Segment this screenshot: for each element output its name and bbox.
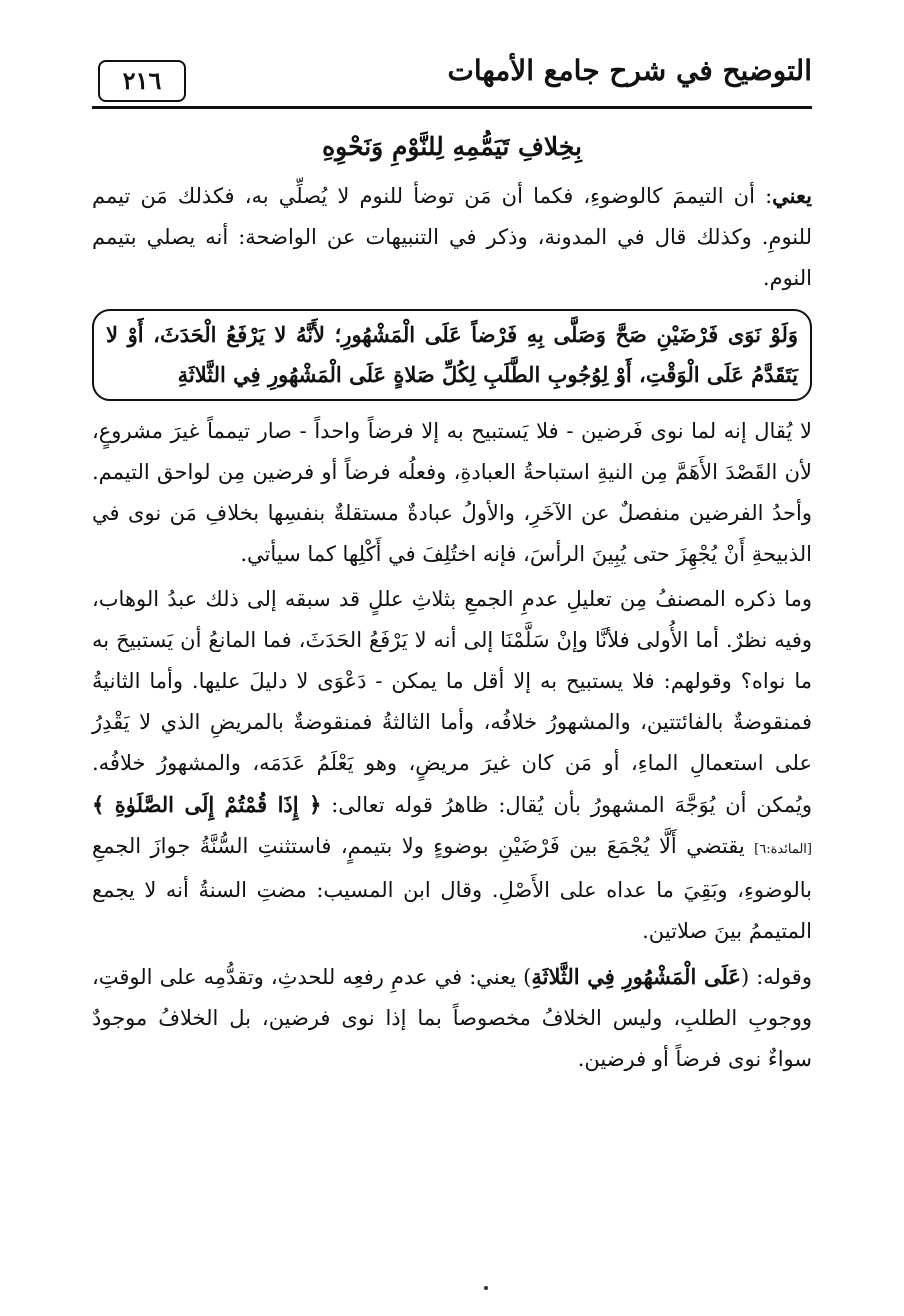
paragraph-3-after: يقتضي أَلَّا يُجْمَعَ بين فَرْضَيْنِ بوضوءٍ ولا بتيممٍ، فاستثنتِ السُّنَّةُ جوازَ الجمعِ بالوضوءِ، وبَقِيَ ما عداه على الأَصْلِ. وقال ابن المسيب: مضتِ السنةُ أنه لا يجمع المتيممُ بينَ صلاتين. xyxy=(92,834,812,943)
paragraph-1-lead: يعني xyxy=(772,183,812,208)
paragraph-4-before: وقوله: ( xyxy=(740,965,812,989)
verse-reference: [المائدة:٦] xyxy=(754,842,812,857)
paragraph-2: لا يُقال إنه لما نوى فَرضين - فلا يَستبيح به إلا فرضاً واحداً - صار تيمماً غيرَ مشروعٍ، لأن القَصْدَ الأَهَمَّ مِن النيةِ استباحةُ العبادةِ، وفعلُه فرضاً أو فرضين مِن لواحق التيمم. وأحدُ الفرضين منفصلٌ عن الآخَرِ، والأولُ عبادةٌ مستقلةٌ بنفسِها بخلافِ مَن نوى في الذبيحةِ أَنْ يُجْهِزَ حتى يُبِينَ الرأسَ، فإنه اختُلِفَ في أَكْلِها كما سيأتي. xyxy=(92,419,812,566)
paragraph-1-text: : أن التيممَ كالوضوءِ، فكما أن مَن توضأ للنوم لا يُصلِّي به، فكذلك مَن تيمم للنومِ. وكذلك قال في المدونة، وذكر في التنبيهات عن الواضحة: أنه يصلي بتيمم النوم. xyxy=(92,184,812,290)
paragraph-4-after: ) يعني: في عدمِ رفعِه للحدثِ، وتقدُّمِه على الوقتِ، ووجوبِ الطلبِ، وليس الخلافُ مخصوصاً بما إذا نوى فرضين، بل الخلافُ موجودٌ سواءٌ نوى فرضاً أو فرضين. xyxy=(92,965,812,1071)
header-rule xyxy=(92,106,812,109)
page-mark xyxy=(484,1286,488,1290)
paragraph-4 xyxy=(92,956,812,1080)
paragraph-3-before: وما ذكره المصنفُ مِن تعليلِ عدمِ الجمعِ بثلاثِ عللٍ قد سبقه إلى ذلك عبدُ الوهاب، وفيه نظرٌ. أما الأُولى فلأنَّا وإنْ سَلَّمْنَا إلى أنه لا يَرْفَعُ الحَدَثَ، فما المانعُ أن يَستبيحَ به ما نواه؟ وقولهم: فلا يستبيح به إلا أقل ما يمكن - دَعْوَى لا دليلَ عليها. وأما الثانيةُ فمنقوضةٌ بالفائتتين، والمشهورُ خلافُه، وأما الثالثةُ فمنقوضةٌ بالمريضِ الذي لا يَقْدِرُ على استعمالِ الماءِ، أو مَن كان غيرَ مريضٍ، وهو يَعْلَمُ عَدَمَه، والمشهورُ خلافُه. ويُمكن أن يُوَجَّهَ المشهورُ بأن يُقال: ظاهرُ قوله تعالى: xyxy=(92,587,812,817)
matn-quote: عَلَى الْمَشْهُورِ فِي الثَّلاثَةِ xyxy=(531,964,741,989)
page-number: ٢١٦ xyxy=(98,60,186,102)
quran-verse: ﴿ إِذَا قُمْتُمْ إِلَى الصَّلَوٰةِ ﴾ xyxy=(92,792,322,817)
running-title: التوضيح في شرح جامع الأمهات xyxy=(447,54,812,87)
page-content xyxy=(92,132,812,1084)
section-heading: بِخِلافِ تَيَمُّمِهِ لِلنَّوْمِ وَنَحْوِهِ xyxy=(322,132,582,161)
paragraph-3 xyxy=(92,579,812,952)
paragraph-1 xyxy=(92,175,812,299)
matn-box: وَلَوْ نَوَى فَرْضَيْنِ صَحَّ وَصَلَّى بِهِ فَرْضاً عَلَى الْمَشْهُورِ؛ لأَنَّهُ لا يَرْفَعُ الْحَدَثَ، أَوْ لا يَتَقَدَّمُ عَلَى الْوَقْتِ، أَوْ لِوُجُوبِ الطَّلَبِ لِكُلِّ صَلاةٍ عَلَى الْمَشْهُورِ فِي الثَّلاثَةِ xyxy=(92,309,812,401)
page-header xyxy=(92,52,812,108)
